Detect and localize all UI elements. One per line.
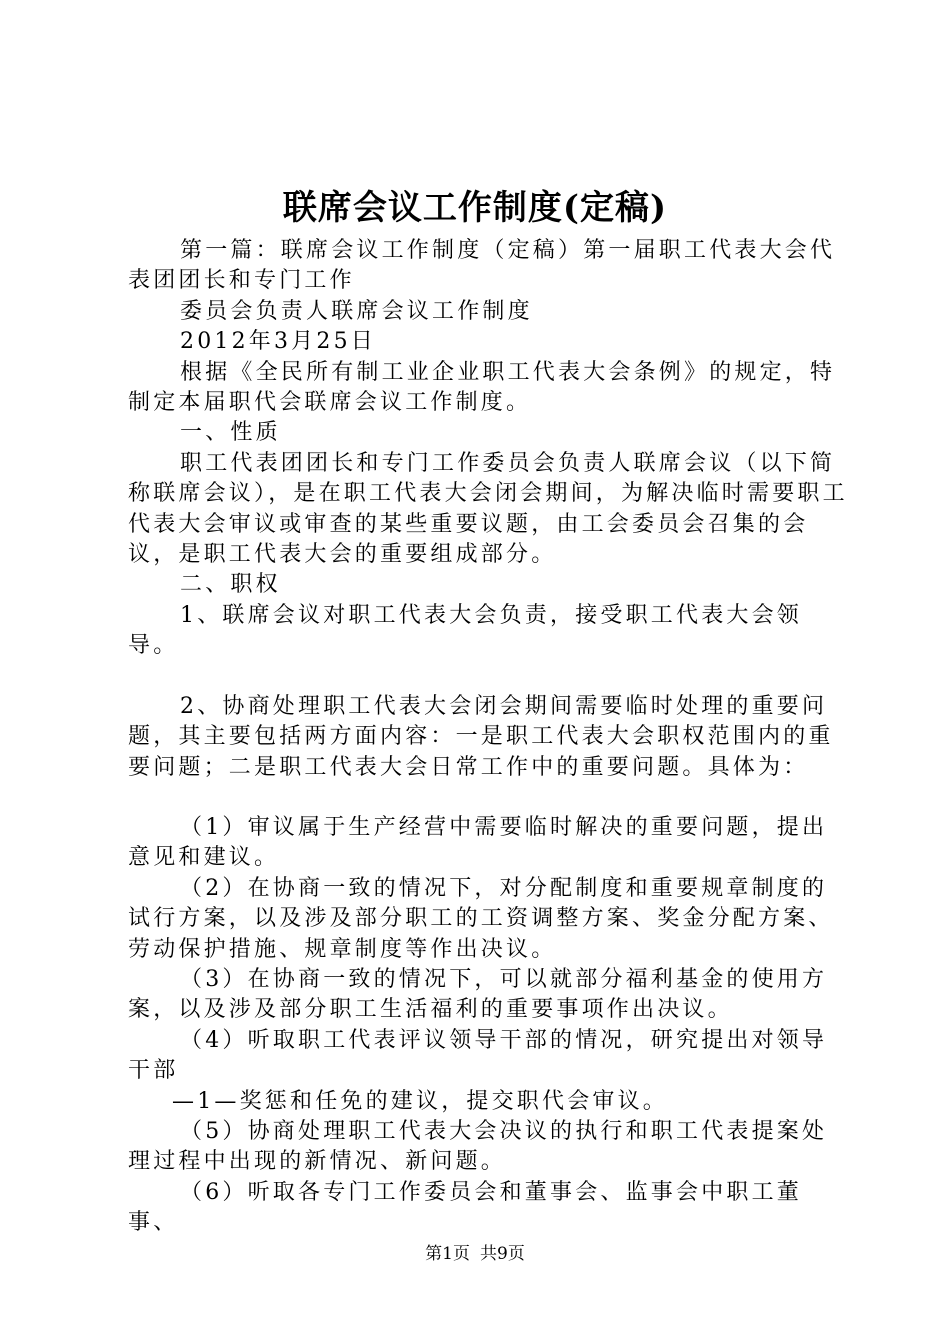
paragraph: 2012年3月25日 [180, 329, 376, 355]
paragraph: 委员会负责人联席会议工作制度 [180, 298, 533, 324]
section-heading: 一、性质 [180, 420, 281, 446]
list-item: （4）听取职工代表评议领导干部的情况，研究提出对领导干部 [128, 1027, 828, 1084]
paragraph: 1、联席会议对职工代表大会负责，接受职工代表大会领导。 [128, 602, 802, 659]
document-body [128, 236, 848, 1239]
page-number: 第1页 [425, 1244, 470, 1264]
section-heading: 二、职权 [180, 572, 281, 598]
paragraph: 职工代表团团长和专门工作委员会负责人联席会议（以下简称联席会议），是在职工代表大会闭会期间，为解决临时需要职工代表大会审议或审查的某些重要议题，由工会委员会召集的会议，是职工代表大会的重要组成部分。 [128, 450, 848, 568]
page-total: 共9页 [480, 1244, 525, 1264]
page-footer [0, 1242, 950, 1266]
document-title: 联席会议工作制度(定稿) [282, 188, 668, 228]
paragraph: 根据《全民所有制工业企业职工代表大会条例》的规定，特制定本届职代会联席会议工作制度。 [128, 359, 836, 416]
list-item: （1）审议属于生产经营中需要临时解决的重要问题，提出意见和建议。 [128, 814, 828, 871]
list-item: （3）在协商一致的情况下，可以就部分福利基金的使用方案，以及涉及部分职工生活福利的重要事项作出决议。 [128, 966, 828, 1023]
paragraph: —1—奖惩和任免的建议，提交职代会审议。 [172, 1088, 668, 1114]
list-item: （2）在协商一致的情况下，对分配制度和重要规章制度的试行方案，以及涉及部分职工的工资调整方案、奖金分配方案、劳动保护措施、规章制度等作出决议。 [128, 875, 834, 962]
paragraph: 第一篇：联席会议工作制度（定稿）第一届职工代表大会代表团团长和专门工作 [128, 238, 836, 294]
list-item: （5）协商处理职工代表大会决议的执行和职工代表提案处理过程中出现的新情况、新问题。 [128, 1118, 828, 1175]
paragraph: 2、协商处理职工代表大会闭会期间需要临时处理的重要问题，其主要包括两方面内容：一是职工代表大会职权范围内的重要问题；二是职工代表大会日常工作中的重要问题。具体为： [128, 693, 834, 780]
list-item: （6）听取各专门工作委员会和董事会、监事会中职工董事、 [128, 1179, 802, 1236]
